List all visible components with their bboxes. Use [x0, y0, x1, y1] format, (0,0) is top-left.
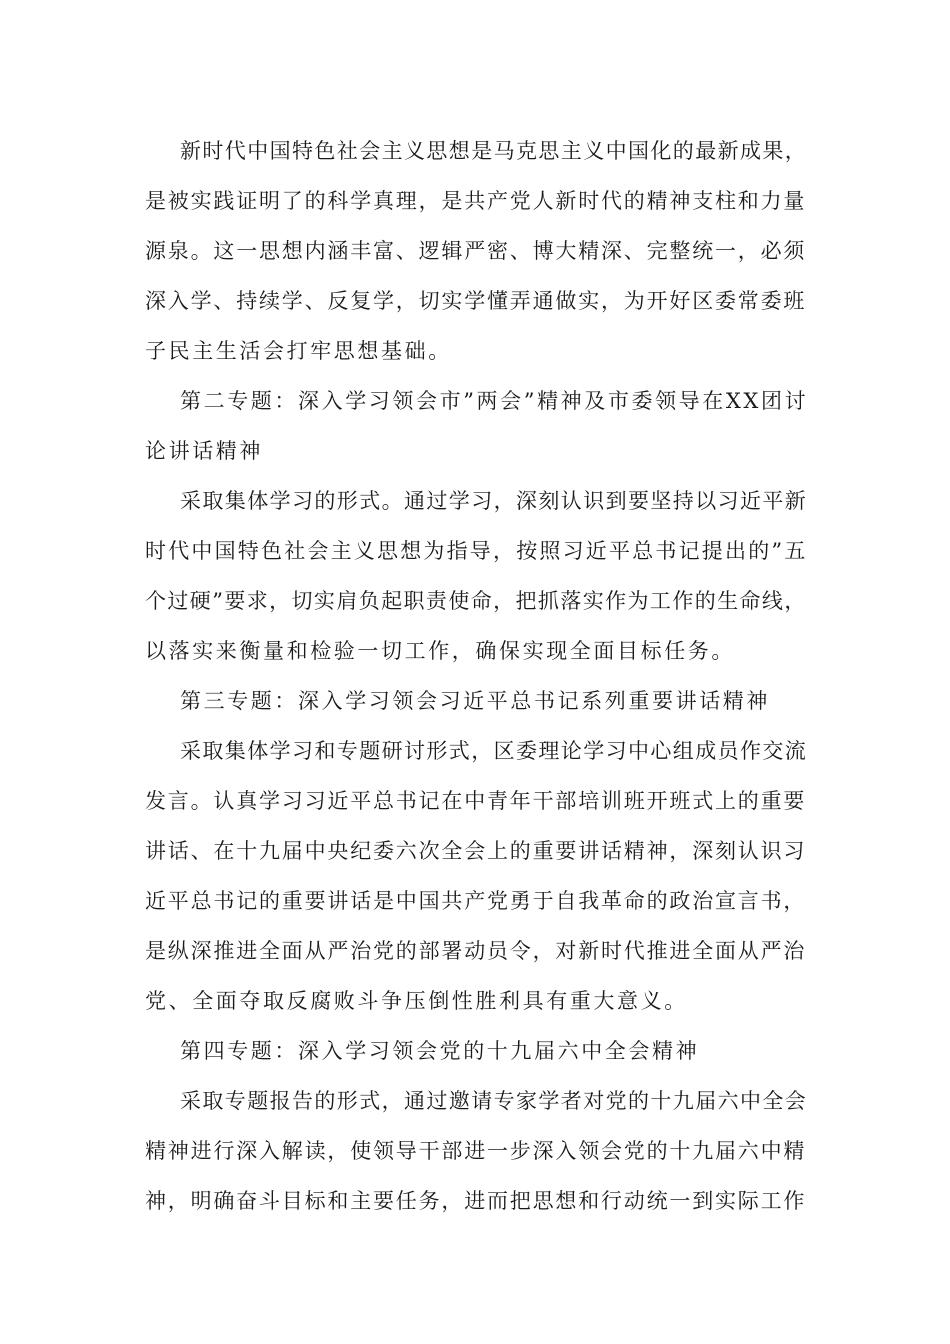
- section-heading: 第三专题：深入学习领会习近平总书记系列重要讲话精神: [180, 689, 770, 713]
- paragraph-line: 神，明确奋斗目标和主要任务，进而把思想和行动统一到实际工作: [145, 1189, 807, 1213]
- paragraph-line: 源泉。这一思想内涵丰富、逻辑严密、博大精深、完整统一，必须: [145, 239, 807, 263]
- paragraph-line: 以落实来衡量和检验一切工作，确保实现全面目标任务。: [145, 639, 735, 663]
- paragraph-line: 个过硬”要求，切实肩负起职责使命，把抓落实作为工作的生命线，: [145, 589, 807, 613]
- section-heading: 第四专题：深入学习领会党的十九届六中全会精神: [180, 1039, 700, 1063]
- paragraph-line: 采取专题报告的形式，通过邀请专家学者对党的十九届六中全会: [180, 1089, 808, 1113]
- paragraph-line: 深入学、持续学、反复学，切实学懂弄通做实，为开好区委常委班: [145, 289, 807, 313]
- paragraph-line: 采取集体学习和专题研讨形式，区委理论学习中心组成员作交流: [180, 739, 808, 763]
- paragraph-line: 子民主生活会打牢思想基础。: [145, 339, 452, 363]
- paragraph-line: 发言。认真学习习近平总书记在中青年干部培训班开班式上的重要: [145, 789, 807, 813]
- paragraph-line: 党、全面夺取反腐败斗争压倒性胜利具有重大意义。: [145, 989, 688, 1013]
- paragraph-line: 采取集体学习的形式。通过学习，深刻认识到要坚持以习近平新: [180, 489, 808, 513]
- paragraph-line: 时代中国特色社会主义思想为指导，按照习近平总书记提出的”五: [145, 539, 808, 563]
- paragraph-line: 精神进行深入解读，使领导干部进一步深入领会党的十九届六中精: [145, 1139, 807, 1163]
- paragraph-line: 是纵深推进全面从严治党的部署动员令，对新时代推进全面从严治: [145, 939, 807, 963]
- paragraph-line: 新时代中国特色社会主义思想是马克思主义中国化的最新成果，: [180, 139, 808, 163]
- section-heading: 论讲话精神: [145, 439, 263, 463]
- section-heading: 第二专题：深入学习领会市”两会”精神及市委领导在XX团讨: [180, 389, 809, 413]
- paragraph-line: 是被实践证明了的科学真理，是共产党人新时代的精神支柱和力量: [145, 189, 807, 213]
- paragraph-line: 讲话、在十九届中央纪委六次全会上的重要讲话精神，深刻认识习: [145, 839, 807, 863]
- paragraph-line: 近平总书记的重要讲话是中国共产党勇于自我革命的政治宣言书，: [145, 889, 807, 913]
